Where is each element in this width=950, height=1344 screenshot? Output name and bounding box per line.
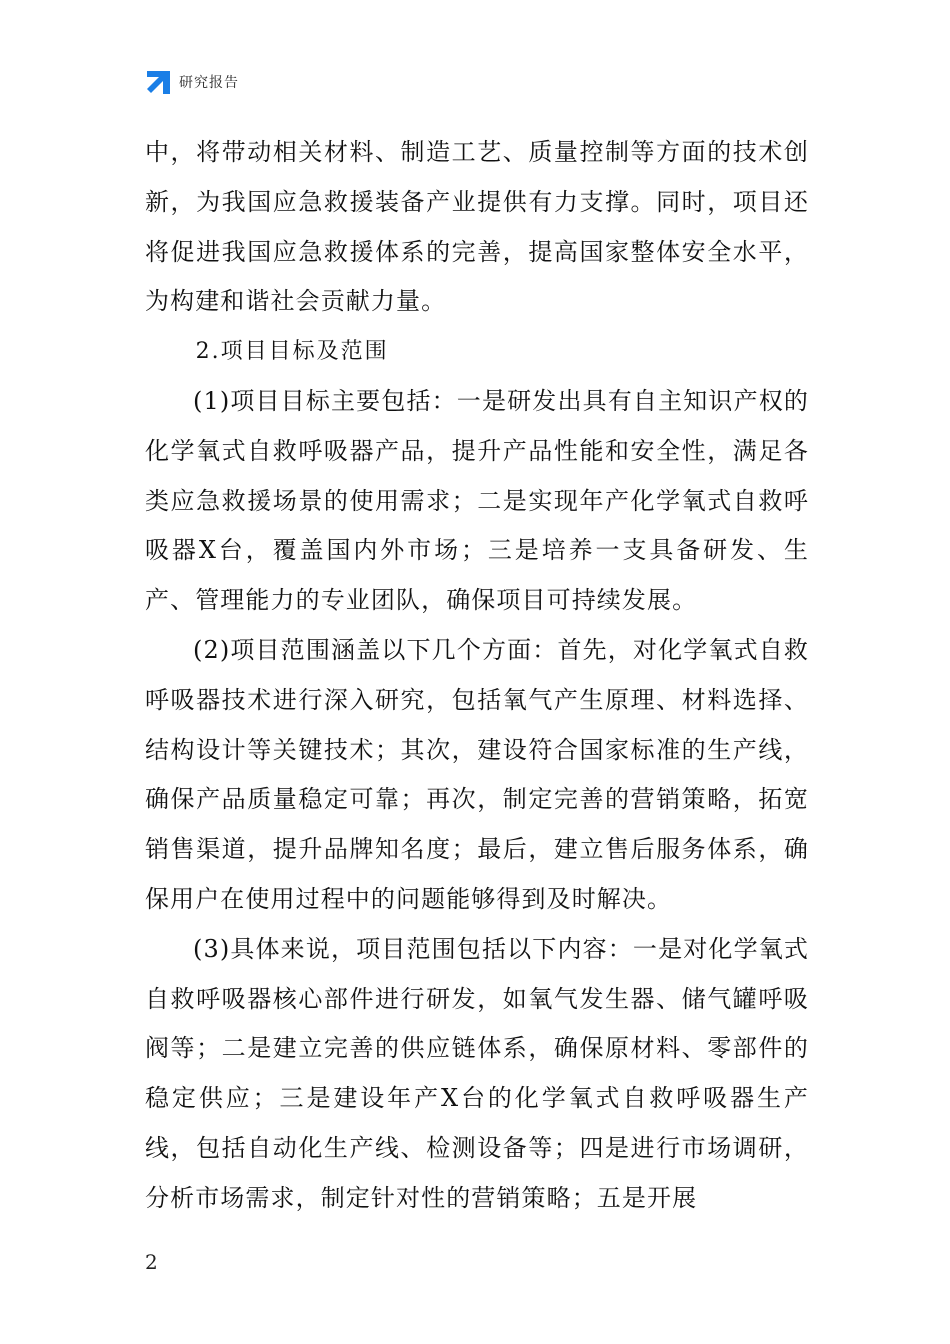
page-header — [145, 70, 239, 96]
paragraph-scope-details: (3)具体来说，项目范围包括以下内容：一是对化学氧式自救呼吸器核心部件进行研发，如氧气发生器、储气罐呼吸阀等；二是建立完善的供应链体系，确保原材料、零部件的稳定供应；三是建设年产X台的化学氧式自救呼吸器生产线，包括自动化生产线、检测设备等；四是进行市场调研，分析市场需求，制定针对性的营销策略；五是开展 — [145, 934, 809, 1212]
header-title: 研究报告 — [179, 75, 239, 91]
paragraph-continuation: 中，将带动相关材料、制造工艺、质量控制等方面的技术创新，为我国应急救援装备产业提供有力支撑。同时，项目还将促进我国应急救援体系的完善，提高国家整体安全水平，为构建和谐社会贡献力量。 — [145, 138, 809, 316]
paragraph-project-goals: (1)项目目标主要包括：一是研发出具有自主知识产权的化学氧式自救呼吸器产品，提升产品性能和安全性，满足各类应急救援场景的使用需求；二是实现年产化学氧式自救呼吸器X台，覆盖国内外市场；三是培养一支具备研发、生产、管理能力的专业团队，确保项目可持续发展。 — [145, 386, 809, 615]
document-body — [145, 128, 809, 1224]
section-heading: 2.项目目标及范围 — [195, 339, 389, 365]
arrow-up-right-icon — [145, 70, 171, 96]
page-number: 2 — [145, 1250, 158, 1274]
paragraph-project-scope: (2)项目范围涵盖以下几个方面：首先，对化学氧式自救呼吸器技术进行深入研究，包括氧气产生原理、材料选择、结构设计等关键技术；其次，建设符合国家标准的生产线，确保产品质量稳定可靠；再次，制定完善的营销策略，拓宽销售渠道，提升品牌知名度；最后，建立售后服务体系，确保用户在使用过程中的问题能够得到及时解决。 — [145, 635, 809, 913]
